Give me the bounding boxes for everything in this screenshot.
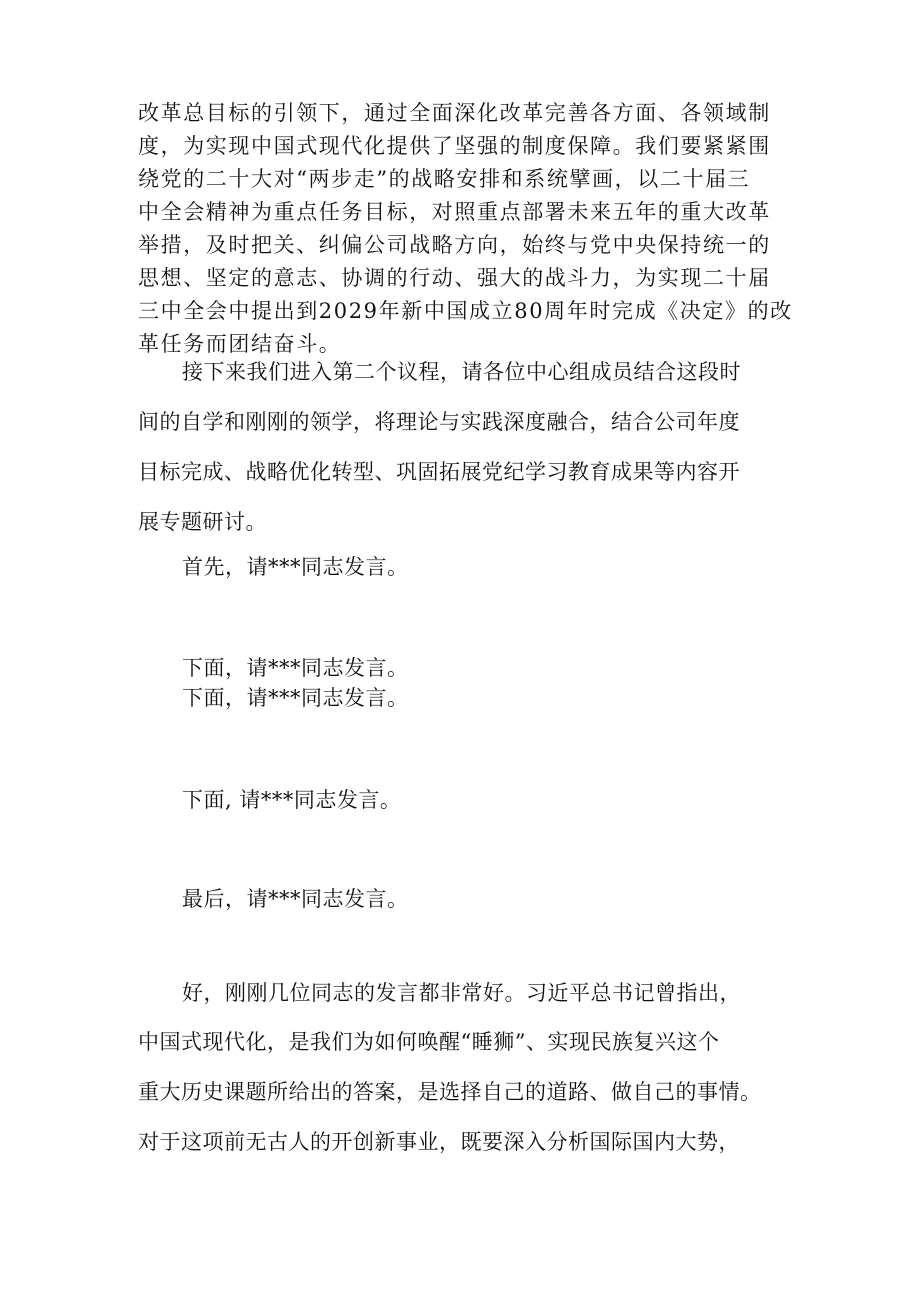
speaker-first: 首先，请***同志发言。 xyxy=(182,555,409,579)
text-line: 目标完成、战略优化转型、巩固拓展党纪学习教育成果等内容开 xyxy=(138,460,740,484)
text-line: 绕党的二十大对“两步走”的战略安排和系统擘画，以二十届三 xyxy=(138,167,751,191)
speaker-next: 下面，请***同志发言。 xyxy=(182,656,409,680)
text-line: 展专题研讨。 xyxy=(138,510,267,534)
text-line: 好，刚刚几位同志的发言都非常好。习近平总书记曾指出， xyxy=(182,981,741,1005)
text-line: 中全会精神为重点任务目标，对照重点部署未来五年的重大改革 xyxy=(138,200,771,224)
speaker-next: 下面, 请***同志发言。 xyxy=(182,788,402,812)
text-line: 中国式现代化，是我们为如何唤醒“睡狮”、实现民族复兴这个 xyxy=(138,1030,720,1054)
speaker-last: 最后，请***同志发言。 xyxy=(182,887,409,911)
text-line: 接下来我们进入第二个议程，请各位中心组成员结合这段时 xyxy=(182,360,741,384)
text-line: 改革总目标的引领下，通过全面深化改革完善各方面、各领域制 xyxy=(138,101,771,125)
text-line: 思想、坚定的意志、协调的行动、强大的战斗力，为实现二十届 xyxy=(138,266,771,290)
text-line: 间的自学和刚刚的领学，将理论与实践深度融合，结合公司年度 xyxy=(138,410,740,434)
text-line: 三中全会中提出到2029年新中国成立80周年时完成《决定》的改 xyxy=(138,299,793,323)
text-line: 革任务而团结奋斗。 xyxy=(138,332,342,356)
text-line: 度，为实现中国式现代化提供了坚强的制度保障。我们要紧紧围 xyxy=(138,134,771,158)
text-line: 重大历史课题所给出的答案，是选择自己的道路、做自己的事情。 xyxy=(138,1080,762,1104)
text-line: 举措，及时把关、纠偏公司战略方向，始终与党中央保持统一的 xyxy=(138,233,771,257)
speaker-next: 下面，请***同志发言。 xyxy=(182,686,409,710)
text-line: 对于这项前无古人的开创新事业，既要深入分析国际国内大势， xyxy=(138,1130,740,1154)
